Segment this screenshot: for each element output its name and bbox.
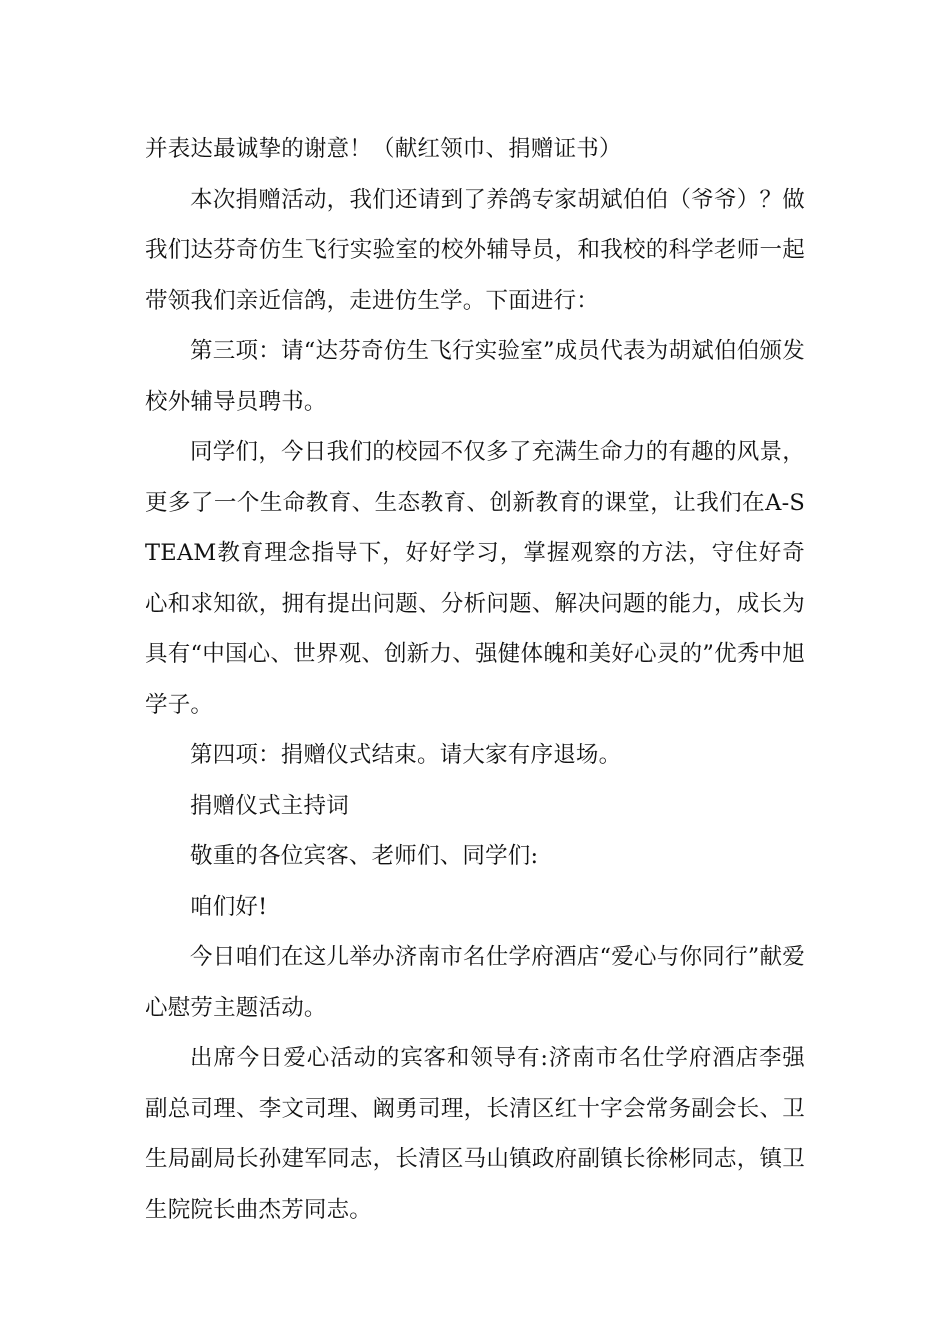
paragraph-3: 第三项：请“达芬奇仿生飞行实验室”成员代表为胡斌伯伯颁发校外辅导员聘书。 xyxy=(145,338,805,415)
paragraph-4: 同学们，今日我们的校园不仅多了充满生命力的有趣的风景，更多了一个生命教育、生态教育、创新教育的课堂，让我们在A-STEAM教育理念指导下，好好学习，掌握观察的方法，守住好奇心和求知欲，拥有提出问题、分析问题、解决问题的能力，成长为具有“中国心、世界观、创新力、强健体魄和美好心灵的”优秀中旭学子。 xyxy=(145,439,805,718)
greeting: 咱们好! xyxy=(190,893,268,920)
paragraph-1: 并表达最诚挚的谢意！（献红领巾、捐赠证书） xyxy=(145,136,622,162)
document-body xyxy=(145,124,805,1235)
paragraph-5: 第四项：捐赠仪式结束。请大家有序退场。 xyxy=(190,742,622,768)
paragraph-9: 今日咱们在这儿举办济南市名仕学府酒店“爱心与你同行”献爱心慰劳主题活动。 xyxy=(145,944,805,1021)
paragraph-10: 出席今日爱心活动的宾客和领导有:济南市名仕学府酒店李强副总司理、李文司理、阚勇司理，长清区红十字会常务副会长、卫生局副局长孙建军同志，长清区马山镇政府副镇长徐彬同志，镇卫生院院长曲杰芳同志。 xyxy=(145,1045,805,1223)
salutation: 敬重的各位宾客、老师们、同学们: xyxy=(190,843,539,869)
section-title: 捐赠仪式主持词 xyxy=(190,792,349,819)
paragraph-2: 本次捐赠活动，我们还请到了养鸽专家胡斌伯伯（爷爷）？做我们达芬奇仿生飞行实验室的校外辅导员，和我校的科学老师一起带领我们亲近信鸽，走进仿生学。下面进行： xyxy=(145,186,805,314)
